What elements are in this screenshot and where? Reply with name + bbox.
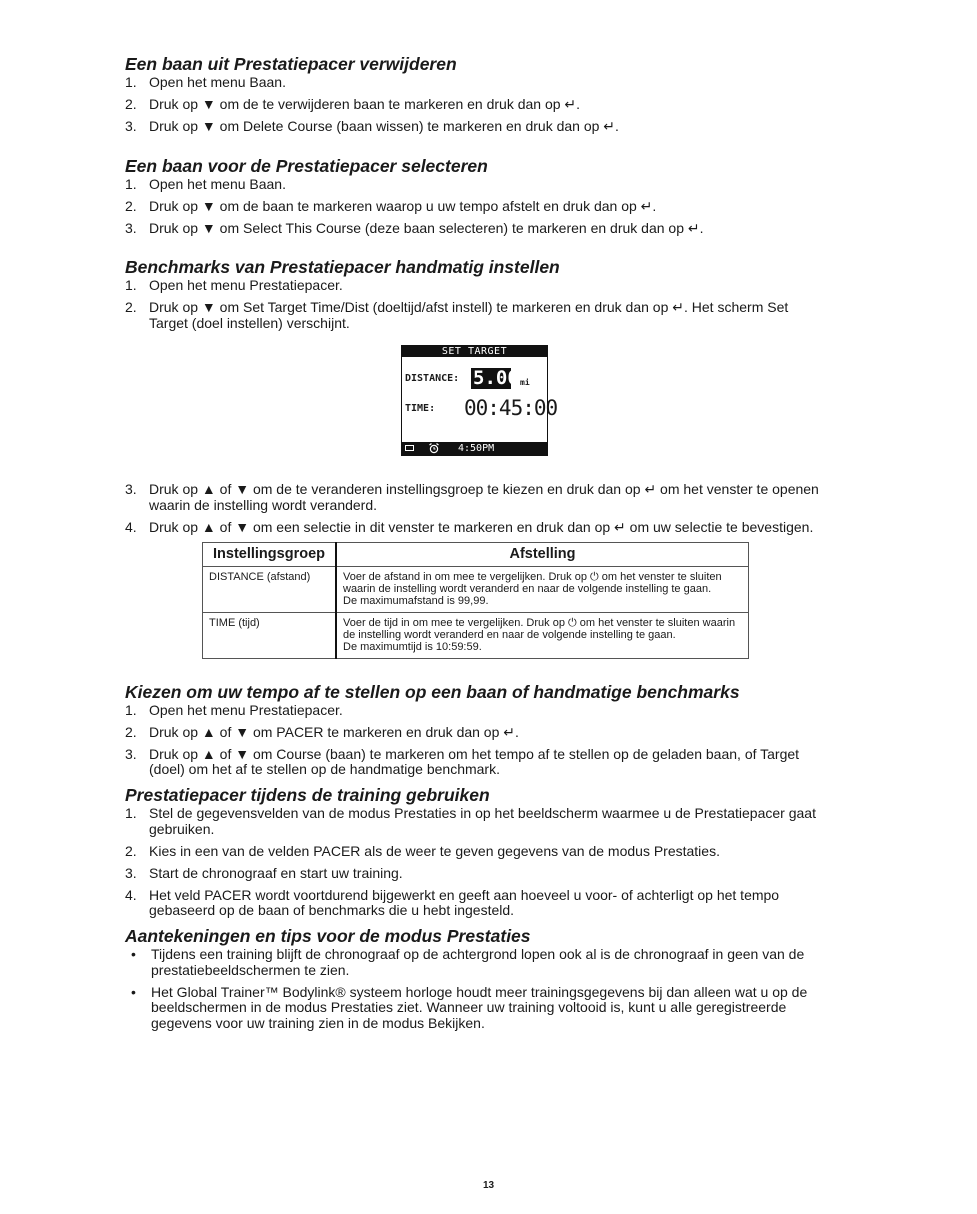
- step-text: Kies in een van de velden PACER als de weer te geven gegevens van de modus Prestaties.: [149, 842, 720, 859]
- distance-unit: mi: [520, 378, 530, 387]
- table-cell-description: [336, 566, 749, 612]
- list-item: [125, 119, 825, 135]
- list-item: [125, 866, 825, 882]
- column-header: Instellingsgroep: [203, 542, 337, 566]
- step-number: 2.: [125, 299, 137, 315]
- step-text: Druk op ▲ of ▼ om PACER te markeren en druk dan op ↵.: [149, 723, 519, 740]
- step-text: Open het menu Prestatiepacer.: [149, 277, 343, 293]
- alarm-icon: [428, 442, 440, 458]
- screen-header: SET TARGET: [402, 346, 547, 357]
- list-item: [125, 177, 825, 193]
- status-time: 4:50PM: [458, 443, 495, 454]
- distance-value: 5.00: [473, 367, 519, 389]
- step-text: Druk op ▼ om Set Target Time/Dist (doeltijd/afst instell) te markeren en druk dan op ↵. Het scherm Set Target (doel instellen) verschijnt.: [149, 299, 789, 331]
- list-item: [125, 97, 825, 113]
- distance-label: DISTANCE:: [405, 373, 460, 384]
- bullet-list: [125, 947, 825, 1031]
- step-number: 3.: [125, 864, 137, 881]
- section-use-during-training: [125, 784, 825, 919]
- list-item: [125, 300, 825, 331]
- step-number: 1.: [125, 74, 137, 90]
- step-text: Druk op ▼ om de te verwijderen baan te markeren en druk dan op ↵.: [149, 96, 581, 112]
- battery-icon: [405, 445, 414, 451]
- section-delete-course: [125, 53, 825, 135]
- step-text: Het veld PACER wordt voortdurend bijgewerkt en geeft aan hoeveel u voor- of achterligt op het tempo gebaseerd op de baan of benchmarks die u hebt ingesteld.: [149, 886, 780, 918]
- section-title: Een baan uit Prestatiepacer verwijderen: [125, 54, 457, 74]
- step-text: Open het menu Prestatiepacer.: [149, 701, 343, 718]
- time-label: TIME:: [405, 403, 436, 414]
- step-list: [125, 806, 825, 919]
- list-item: [125, 278, 825, 294]
- step-number: 2.: [125, 197, 137, 214]
- step-number: 4.: [125, 886, 137, 903]
- step-text: Druk op ▼ om Delete Course (baan wissen) te markeren en druk dan op ↵.: [149, 118, 619, 134]
- step-number: 3.: [125, 219, 137, 236]
- list-item: [125, 520, 825, 536]
- table-cell-group: TIME (tijd): [203, 612, 337, 658]
- step-number: 1.: [125, 805, 137, 821]
- bullet-icon: •: [131, 983, 136, 1000]
- list-item: [125, 888, 825, 919]
- list-item: [125, 747, 825, 778]
- section-title: Een baan voor de Prestatiepacer selecteren: [125, 155, 488, 176]
- step-number: 3.: [125, 745, 137, 762]
- step-list: [125, 703, 825, 778]
- step-number: 3.: [125, 481, 137, 497]
- column-header: Afstelling: [336, 542, 749, 566]
- section-select-course: [125, 155, 825, 237]
- section-title: Prestatiepacer tijdens de training gebruiken: [125, 785, 490, 805]
- bullet-text: Het Global Trainer™ Bodylink® systeem horloge houdt meer trainingsgegevens bij dan alleen wat u op de beeldschermen in de modus Prestaties ziet. Wanneer uw training voltooid is, kunt u alle geregistreerde gegevens voor uw training zien in de modus Bekijken.: [151, 983, 808, 1031]
- list-item: [125, 725, 825, 741]
- bullet-icon: •: [131, 946, 136, 962]
- table-cell-group: DISTANCE (afstand): [203, 566, 337, 612]
- list-item: [125, 806, 825, 837]
- table-header-row: [203, 542, 749, 566]
- bullet-text: Tijdens een training blijft de chronograaf op de achtergrond lopen ook al is de chronograaf in geen van de prestatiebeeldschermen te zien.: [151, 946, 805, 978]
- list-item: [125, 75, 825, 91]
- screen-status-bar: [402, 442, 547, 455]
- step-text: Druk op ▲ of ▼ om een selectie in dit venster te markeren en druk dan op ↵ om uw selectie te bevestigen.: [149, 518, 814, 535]
- step-list: [125, 278, 825, 331]
- list-item: [125, 844, 825, 860]
- table-row: [203, 612, 749, 658]
- cell-text: De maximumafstand is 99,99.: [343, 594, 489, 607]
- section-manual-benchmarks: [125, 256, 825, 659]
- table-row: [203, 566, 749, 612]
- cell-text: Voer de tijd in om mee te vergelijken. Druk op ⏻ om het venster te sluiten waarin de instelling wordt veranderd en naar de volgende instelling te gaan.: [343, 616, 736, 641]
- set-target-screen: [401, 345, 558, 456]
- step-text: Druk op ▲ of ▼ om Course (baan) te markeren om het tempo af te stellen op de geladen baan, of Target (doel) om het af te stellen op de handmatige benchmark.: [149, 745, 800, 777]
- section-title: Benchmarks van Prestatiepacer handmatig instellen: [125, 257, 560, 277]
- section-notes-tips: [125, 925, 825, 1031]
- table-cell-description: [336, 612, 749, 658]
- step-number: 2.: [125, 842, 137, 859]
- list-item: [125, 482, 825, 513]
- list-item: [125, 985, 825, 1032]
- list-item: [125, 199, 825, 215]
- step-text: Start de chronograaf en start uw training.: [149, 864, 403, 881]
- list-item: [125, 221, 825, 237]
- manual-page: [125, 53, 825, 1038]
- section-title: Aantekeningen en tips voor de modus Prestaties: [125, 926, 531, 946]
- step-text: Druk op ▲ of ▼ om de te veranderen instellingsgroep te kiezen en druk dan op ↵ om het venster te openen waarin de instelling wordt veranderd.: [149, 481, 819, 513]
- settings-table: [202, 542, 749, 659]
- step-text: Stel de gegevensvelden van de modus Prestaties in op het beeldscherm waarmee u de Prestatiepacer gaat gebruiken.: [149, 805, 816, 837]
- step-text: Open het menu Baan.: [149, 74, 286, 90]
- step-list: [125, 75, 825, 135]
- section-title: Kiezen om uw tempo af te stellen op een baan of handmatige benchmarks: [125, 681, 740, 702]
- cell-text: De maximumtijd is 10:59:59.: [343, 640, 482, 653]
- step-number: 2.: [125, 723, 137, 740]
- cell-text: Voer de afstand in om mee te vergelijken. Druk op ⏻ om het venster te sluiten waarin de instelling wordt veranderd en naar de volgende instelling te gaan.: [343, 570, 722, 595]
- step-text: Open het menu Baan.: [149, 175, 286, 192]
- section-choose-pacing: [125, 681, 825, 778]
- time-value: 00:45:00: [464, 396, 558, 420]
- step-number: 2.: [125, 96, 137, 112]
- list-item: [125, 947, 825, 978]
- step-text: Druk op ▼ om Select This Course (deze baan selecteren) te markeren en druk dan op ↵.: [149, 219, 704, 236]
- step-number: 1.: [125, 277, 137, 293]
- step-number: 3.: [125, 118, 137, 134]
- step-list: [125, 482, 825, 535]
- step-list: [125, 177, 825, 237]
- page-number: 13: [482, 1180, 495, 1191]
- step-number: 1.: [125, 175, 137, 192]
- step-text: Druk op ▼ om de baan te markeren waarop u uw tempo afstelt en druk dan op ↵.: [149, 197, 657, 214]
- step-number: 1.: [125, 701, 137, 718]
- step-number: 4.: [125, 518, 137, 535]
- list-item: [125, 703, 825, 719]
